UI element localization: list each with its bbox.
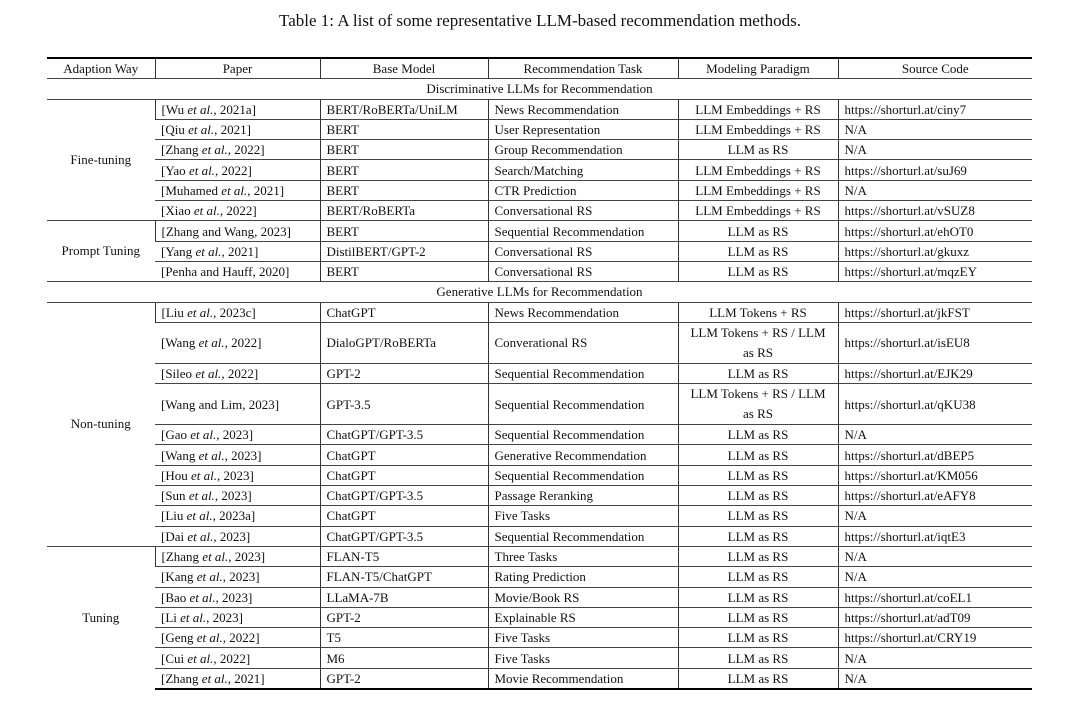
modeling-paradigm: LLM as RS [727,366,789,381]
paper-author: [Dai [161,528,188,544]
base-model: BERT [326,182,359,198]
recommendation-task: CTR Prediction [494,182,577,198]
recommendation-task: Search/Matching [494,162,584,178]
paper-author: [Zhang [161,670,202,686]
paper-etal: et al. [187,650,214,666]
recommendation-task: News Recommendation [494,101,620,117]
paper-cell [155,140,320,160]
adaption-way: Non-tuning [70,416,131,432]
modeling-paradigm: LLM as RS [727,670,789,686]
base-model: GPT-2 [326,609,361,625]
base-model: ChatGPT/GPT-3.5 [326,427,424,443]
section-row [47,79,1032,99]
paper-etal: et al. [189,589,216,605]
section-label: Discriminative LLMs for Recommendation [426,81,653,97]
table-row [47,587,1032,607]
paper-cell [155,628,320,648]
paper-cell [155,180,320,200]
header-row [47,58,1032,79]
paper-author: [Hou [161,467,191,483]
paper-author: [Wang and Lim, 2023] [161,396,280,412]
paper-author: [Cui [161,650,188,666]
paper-author: [Muhamed [161,182,222,198]
paper-year: , 2023] [224,447,262,463]
recommendation-task: Passage Reranking [494,488,594,504]
paper-year: , 2022] [224,335,262,351]
recommendation-task: Generative Recommendation [494,447,647,463]
paper-year: , 2023] [215,589,253,605]
paper-cell [155,486,320,506]
modeling-paradigm: LLM Tokens + RS / LLM as RS [690,386,826,422]
base-model: ChatGPT [326,508,376,524]
source-code: https://shorturl.at/coEL1 [844,589,972,605]
table-row [47,546,1032,566]
table-row [47,425,1032,445]
paper-cell [155,302,320,322]
modeling-paradigm: LLM Embeddings + RS [695,162,821,178]
paper-author: [Liu [161,304,188,320]
header-base-model: Base Model [320,58,488,79]
paper-etal: et al. [195,366,222,381]
methods-table [47,57,1032,690]
recommendation-task: Sequential Recommendation [494,396,645,412]
base-model: BERT [326,162,359,178]
base-model: ChatGPT/GPT-3.5 [326,488,424,504]
recommendation-task: Sequential Recommendation [494,366,645,381]
source-code: https://shorturl.at/KM056 [844,467,978,483]
paper-author: [Zhang [161,549,203,565]
table-row [47,201,1032,221]
paper-author: [Liu [161,508,187,524]
modeling-paradigm: LLM as RS [727,467,789,483]
paper-cell [155,99,320,119]
paper-author: [Zhang [161,142,202,158]
paper-cell [155,607,320,627]
base-model: M6 [326,650,345,666]
recommendation-task: Conversational RS [494,264,593,280]
paper-author: [Xiao [161,203,194,219]
base-model: DialoGPT/RoBERTa [326,335,437,351]
header-adaption-way: Adaption Way [47,58,155,79]
paper-year: , 2022] [214,162,252,178]
modeling-paradigm: LLM as RS [727,447,789,463]
paper-etal: et al. [201,142,228,158]
source-code: https://shorturl.at/adT09 [844,609,971,625]
table-row [47,384,1032,425]
header-modeling-paradigm: Modeling Paradigm [678,58,838,79]
table-row [47,140,1032,160]
paper-etal: et al. [201,670,228,686]
base-model: BERT/RoBERTa [326,203,416,219]
recommendation-task: News Recommendation [494,304,620,320]
base-model: BERT [326,142,359,158]
paper-cell [155,465,320,485]
base-model: DistilBERT/GPT-2 [326,243,426,259]
source-code: https://shorturl.at/isEU8 [844,335,970,351]
paper-cell [155,526,320,546]
paper-author: [Yang [161,243,196,259]
modeling-paradigm: LLM Embeddings + RS [695,101,821,117]
recommendation-task: Five Tasks [494,508,551,524]
paper-cell [155,668,320,689]
header-recommendation-task: Recommendation Task [488,58,678,79]
recommendation-task: Conversational RS [494,203,593,219]
paper-etal: et al. [221,182,248,198]
base-model: FLAN-T5/ChatGPT [326,569,432,585]
table-row [47,119,1032,139]
paper-author: [Zhang and Wang, 2023] [161,223,291,239]
modeling-paradigm: LLM as RS [727,427,789,443]
modeling-paradigm: LLM as RS [727,488,789,504]
modeling-paradigm: LLM as RS [727,589,789,605]
table-row [47,302,1032,322]
paper-cell [155,160,320,180]
paper-author: [Geng [161,630,197,646]
source-code: N/A [844,508,867,524]
source-code: https://shorturl.at/suJ69 [844,162,967,178]
header-paper: Paper [155,58,320,79]
table-row [47,628,1032,648]
paper-year: , 2021a] [213,101,256,117]
table-row [47,180,1032,200]
table-row [47,241,1032,261]
paper-year: , 2023] [214,488,252,504]
recommendation-task: Sequential Recommendation [494,223,645,239]
paper-etal: et al. [196,630,223,646]
paper-cell [155,261,320,281]
base-model: ChatGPT [326,447,376,463]
modeling-paradigm: LLM as RS [727,142,789,158]
table-row [47,526,1032,546]
paper-author: [Penha and Hauff, 2020] [161,264,290,280]
recommendation-task: Explainable RS [494,609,576,625]
recommendation-task: Sequential Recommendation [494,467,645,483]
table-row [47,506,1032,526]
recommendation-task: Sequential Recommendation [494,427,645,443]
paper-author: [Kang [161,569,197,585]
paper-etal: et al. [186,508,213,524]
paper-cell [155,322,320,363]
paper-year: , 2023] [228,549,266,565]
adaption-way: Prompt Tuning [61,243,140,259]
paper-cell [155,445,320,465]
source-code: https://shorturl.at/iqtE3 [844,528,966,544]
paper-year: , 2021] [247,182,285,198]
source-code: N/A [844,569,867,585]
modeling-paradigm: LLM as RS [727,630,789,646]
paper-etal: et al. [180,609,207,625]
recommendation-task: Rating Prediction [494,569,586,585]
paper-etal: et al. [196,569,223,585]
table-row [47,322,1032,363]
modeling-paradigm: LLM as RS [727,549,789,565]
source-code: N/A [844,427,867,443]
paper-author: [Wang [161,447,199,463]
recommendation-task: Five Tasks [494,630,551,646]
base-model: ChatGPT [326,304,376,320]
table-row [47,363,1032,383]
paper-year: , 2023] [216,467,254,483]
paper-cell [155,384,320,425]
modeling-paradigm: LLM as RS [727,243,789,259]
paper-cell [155,119,320,139]
recommendation-task: User Representation [494,122,601,138]
base-model: GPT-3.5 [326,396,371,412]
paper-year: , 2023] [216,427,254,443]
modeling-paradigm: LLM Tokens + RS / LLM as RS [690,324,826,360]
modeling-paradigm: LLM as RS [727,609,789,625]
base-model: BERT [326,122,359,138]
base-model: BERT [326,264,359,280]
modeling-paradigm: LLM Embeddings + RS [695,122,821,138]
paper-cell [155,546,320,566]
paper-etal: et al. [187,528,214,544]
section-row [47,282,1032,302]
source-code: https://shorturl.at/eAFY8 [844,488,976,504]
base-model: ChatGPT [326,467,376,483]
paper-author: [Yao [161,162,189,178]
modeling-paradigm: LLM as RS [727,223,789,239]
source-code: https://shorturl.at/ehOT0 [844,223,974,239]
modeling-paradigm: LLM as RS [727,528,789,544]
paper-etal: et al. [202,549,229,565]
base-model: BERT/RoBERTa/UniLM [326,101,458,117]
base-model: T5 [326,630,341,646]
paper-year: , 2021] [214,122,251,138]
adaption-way: Fine-tuning [70,151,132,167]
paper-etal: et al. [195,243,222,259]
modeling-paradigm: LLM as RS [727,569,789,585]
table-row [47,668,1032,689]
paper-etal: et al. [198,335,225,351]
source-code: N/A [844,122,867,138]
base-model: GPT-2 [326,366,361,381]
modeling-paradigm: LLM as RS [727,264,789,280]
paper-cell [155,363,320,383]
paper-year: , 2023] [206,609,243,625]
table-row [47,465,1032,485]
source-code: https://shorturl.at/dBEP5 [844,447,975,463]
paper-year: , 2021] [221,243,259,259]
source-code: N/A [844,650,867,666]
recommendation-task: Converational RS [494,335,588,351]
source-code: N/A [844,182,867,198]
modeling-paradigm: LLM Tokens + RS [709,304,807,320]
source-code: https://shorturl.at/gkuxz [844,243,970,259]
recommendation-task: Conversational RS [494,243,593,259]
paper-etal: et al. [198,447,225,463]
table-row [47,261,1032,281]
modeling-paradigm: LLM Embeddings + RS [695,203,821,219]
table-caption: Table 1: A list of some representative LLM-based recommendation methods. [279,11,801,30]
paper-author: [Wu [161,101,188,117]
paper-etal: et al. [188,488,215,504]
recommendation-task: Group Recommendation [494,142,623,158]
paper-year: , 2023a] [212,508,256,524]
source-code: https://shorturl.at/mqzEY [844,264,978,280]
recommendation-task: Three Tasks [494,549,558,565]
paper-cell [155,587,320,607]
paper-etal: et al. [190,427,217,443]
paper-cell [155,567,320,587]
source-code: https://shorturl.at/qKU38 [844,396,976,412]
paper-cell [155,425,320,445]
base-model: LLaMA-7B [326,589,389,605]
source-code: https://shorturl.at/CRY19 [844,630,977,646]
paper-etal: et al. [187,101,214,117]
source-code: https://shorturl.at/ciny7 [844,101,967,117]
paper-author: [Bao [161,589,190,605]
header-source-code: Source Code [838,58,1032,79]
source-code: https://shorturl.at/vSUZ8 [844,203,975,219]
paper-year: , 2023] [222,569,260,585]
paper-author: [Qiu [161,122,189,138]
table-row [47,445,1032,465]
source-code: https://shorturl.at/jkFST [844,304,970,320]
paper-year: , 2022] [221,366,259,381]
paper-year: , 2022] [222,630,260,646]
source-code: N/A [844,549,867,565]
paper-year: , 2022] [213,650,251,666]
paper-year: , 2021] [227,670,265,686]
paper-year: , 2023c] [213,304,256,320]
table-row [47,648,1032,668]
table-row [47,567,1032,587]
adaption-way: Tuning [82,609,120,625]
paper-etal: et al. [193,203,220,219]
section-label: Generative LLMs for Recommendation [436,284,643,300]
table-row [47,607,1032,627]
recommendation-task: Movie/Book RS [494,589,580,605]
source-code: https://shorturl.at/EJK29 [844,366,973,381]
paper-cell [155,648,320,668]
paper-cell [155,221,320,241]
paper-etal: et al. [190,467,217,483]
modeling-paradigm: LLM Embeddings + RS [695,182,821,198]
table-row [47,221,1032,241]
paper-author: [Sun [161,488,189,504]
recommendation-task: Sequential Recommendation [494,528,645,544]
table-row [47,99,1032,119]
recommendation-task: Movie Recommendation [494,670,624,686]
paper-etal: et al. [187,304,214,320]
paper-etal: et al. [188,122,215,138]
paper-year: , 2023] [213,528,251,544]
base-model: BERT [326,223,359,239]
paper-author: [Gao [161,427,191,443]
paper-author: [Wang [161,335,199,351]
base-model: GPT-2 [326,670,361,686]
base-model: FLAN-T5 [326,549,380,565]
source-code: N/A [844,670,867,686]
paper-year: , 2022] [219,203,257,219]
paper-cell [155,241,320,261]
paper-etal: et al. [188,162,215,178]
paper-cell [155,506,320,526]
table-row [47,160,1032,180]
modeling-paradigm: LLM as RS [727,508,789,524]
table-row [47,486,1032,506]
modeling-paradigm: LLM as RS [727,650,789,666]
recommendation-task: Five Tasks [494,650,551,666]
paper-cell [155,201,320,221]
paper-year: , 2022] [227,142,265,158]
base-model: ChatGPT/GPT-3.5 [326,528,424,544]
source-code: N/A [844,142,867,158]
paper-author: [Sileo [161,366,196,381]
paper-author: [Li [161,609,181,625]
